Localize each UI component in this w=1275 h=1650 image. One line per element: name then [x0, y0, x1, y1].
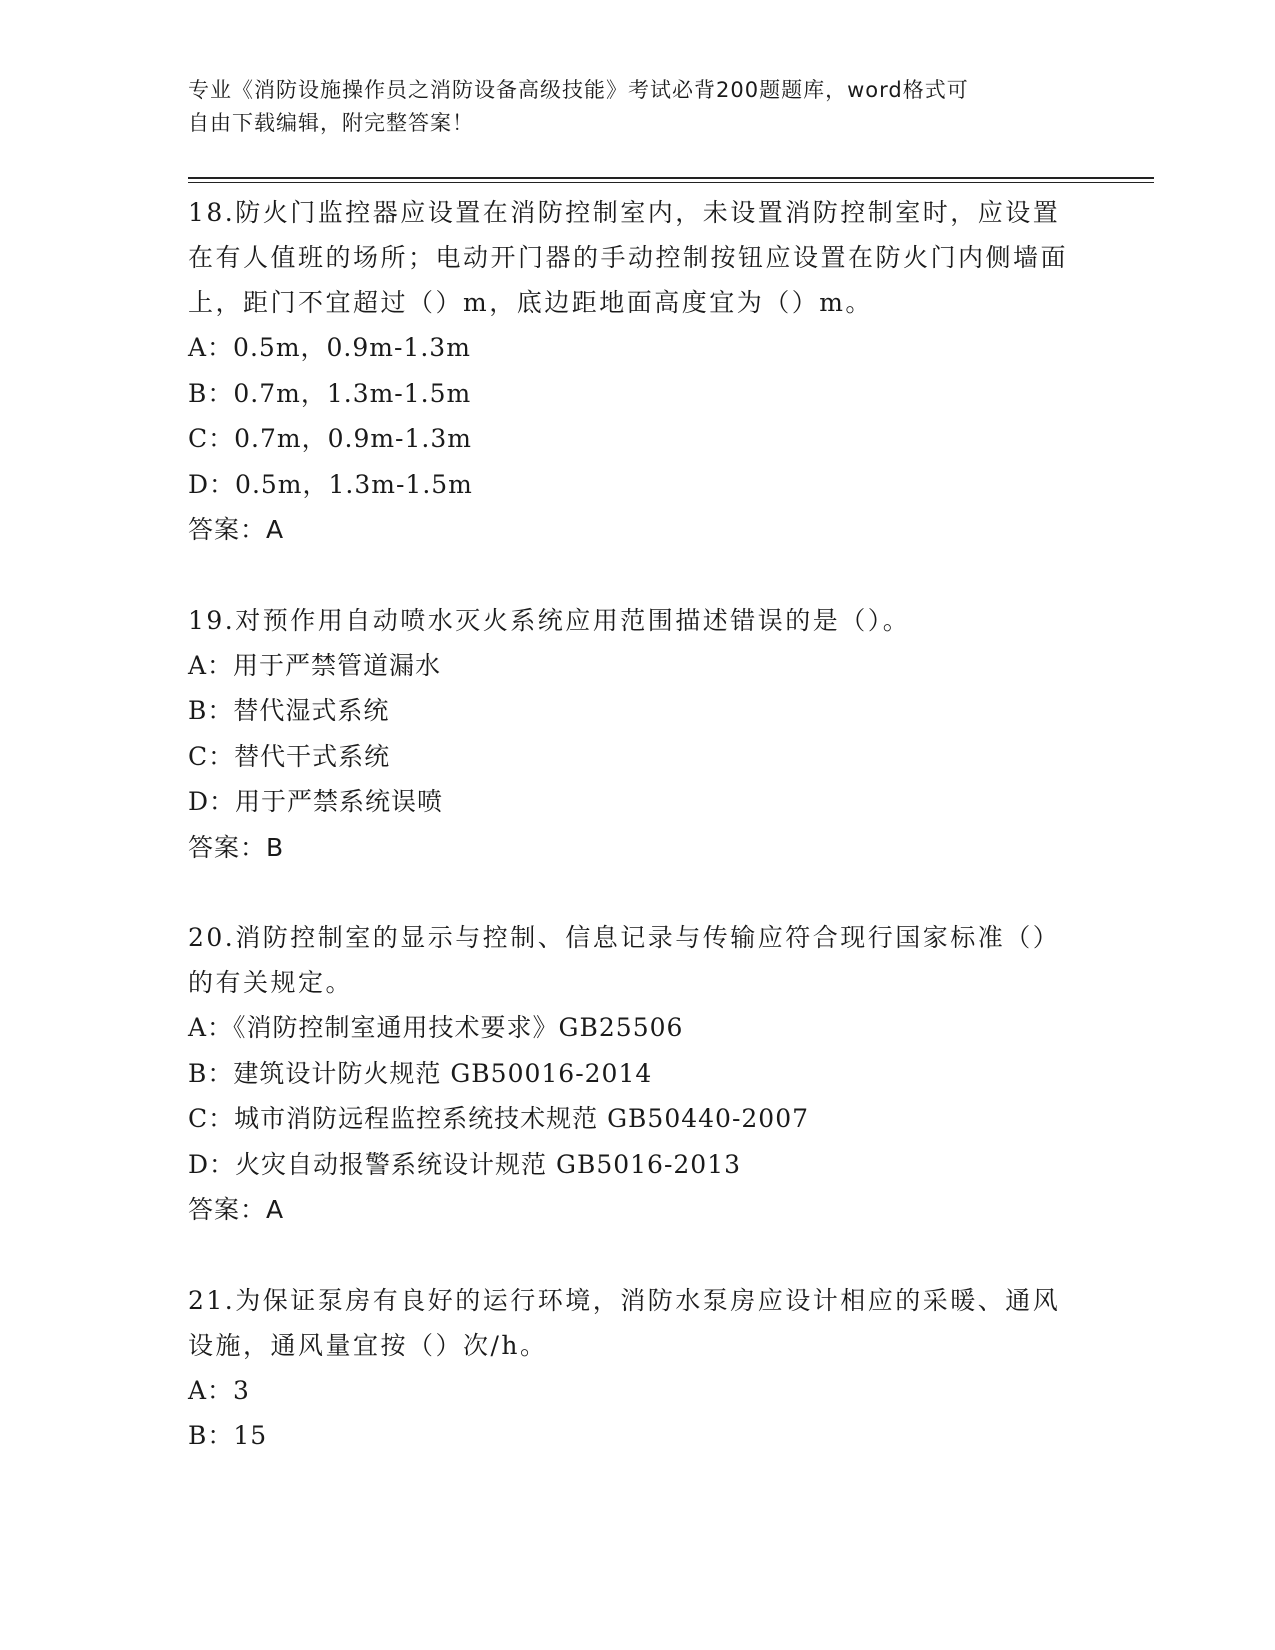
- option-b: B：0.7m，1.3m-1.5m: [188, 378, 472, 408]
- option-b: B：替代湿式系统: [188, 696, 390, 725]
- option-b: B：建筑设计防火规范 GB50016-2014: [188, 1058, 653, 1088]
- header-divider-thin: [188, 182, 1154, 183]
- header-line-1: 专业《消防设施操作员之消防设备高级技能》考试必背200题题库，word格式可: [188, 78, 969, 102]
- option-b: B：15: [188, 1421, 268, 1450]
- question-21: [188, 1278, 1068, 1459]
- answer: 答案：A: [188, 515, 285, 544]
- header-line-2: 自由下载编辑，附完整答案！: [188, 111, 474, 135]
- spacer: [188, 553, 1068, 598]
- spacer: [188, 1233, 1068, 1278]
- question-19: [188, 598, 1068, 871]
- option-a: A：0.5m，0.9m-1.3m: [188, 333, 471, 362]
- option-d: D：用于严禁系统误喷: [188, 787, 444, 816]
- question-text: 21.为保证泵房有良好的运行环境，消防水泵房应设计相应的采暖、通风设施，通风量宜按（）次/h。: [188, 1285, 1061, 1360]
- option-a: A：用于严禁管道漏水: [188, 650, 442, 680]
- spacer: [188, 870, 1068, 915]
- question-20: [188, 915, 1068, 1233]
- option-a: A：3: [188, 1375, 250, 1405]
- question-18: [188, 190, 1068, 553]
- document-header: [188, 74, 1068, 140]
- question-list: [188, 190, 1068, 1459]
- option-d: D：0.5m，1.3m-1.5m: [188, 469, 473, 499]
- header-divider-thick: [188, 177, 1154, 179]
- option-c: C：0.7m，0.9m-1.3m: [188, 424, 472, 453]
- question-text: 19.对预作用自动喷水灭火系统应用范围描述错误的是（）。: [188, 605, 911, 635]
- option-c: C：城市消防远程监控系统技术规范 GB50440-2007: [188, 1104, 810, 1133]
- answer: 答案：B: [188, 832, 285, 862]
- question-text: 20.消防控制室的显示与控制、信息记录与传输应符合现行国家标准（）的有关规定。: [188, 923, 1061, 997]
- answer: 答案：A: [188, 1195, 285, 1224]
- option-c: C：替代干式系统: [188, 741, 391, 771]
- question-text: 18.防火门监控器应设置在消防控制室内，未设置消防控制室时，应设置在有人值班的场所；电动开门器的手动控制按钮应设置在防火门内侧墙面上，距门不宜超过（）m，底边距地面高度宜为（）m。: [188, 198, 1069, 317]
- option-d: D：火灾自动报警系统设计规范 GB5016-2013: [188, 1149, 742, 1179]
- option-a: A：《消防控制室通用技术要求》GB25506: [188, 1013, 684, 1042]
